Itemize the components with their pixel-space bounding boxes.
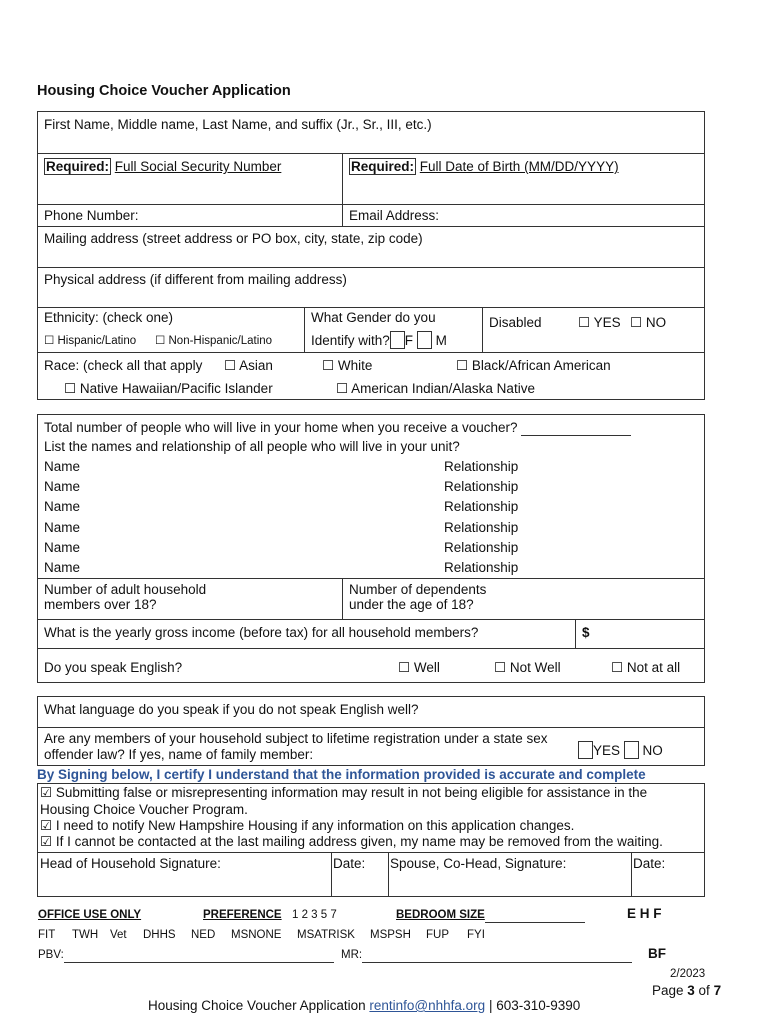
member-name-field[interactable]: Name — [44, 499, 81, 514]
dob-label: Full Date of Birth (MM/DD/YYYY) — [419, 159, 619, 174]
footer-email-link[interactable]: rentinfo@nhhfa.org — [369, 998, 486, 1013]
certify-heading: By Signing below, I certify I understand that the information provided is accurate and complete — [37, 767, 646, 782]
page-current: 3 — [687, 983, 695, 998]
ethnicity-hispanic-checkbox[interactable]: ☐ Hispanic/Latino — [44, 335, 137, 347]
office-code: TWH — [72, 929, 99, 941]
member-name-field[interactable]: Name — [44, 520, 81, 535]
race-nhpi-checkbox[interactable]: ☐ Native Hawaiian/Pacific Islander — [64, 381, 273, 396]
office-code: FUP — [426, 929, 449, 941]
dob-field[interactable] — [349, 159, 619, 175]
applicant-info-section — [37, 111, 705, 400]
member-relationship-field[interactable]: Relationship — [444, 479, 519, 494]
english-well-checkbox[interactable]: ☐ Well — [398, 660, 440, 675]
gender-m-checkbox[interactable] — [417, 331, 432, 349]
dependents-label-1: Number of dependents — [349, 582, 487, 597]
member-name-field[interactable]: Name — [44, 560, 81, 575]
member-relationship-field[interactable]: Relationship — [444, 520, 519, 535]
offender-no-label: NO — [642, 743, 663, 758]
page-of: of — [694, 983, 714, 998]
dob-required-tag: Required: — [351, 159, 415, 174]
name-field[interactable]: First Name, Middle name, Last Name, and suffix (Jr., Sr., III, etc.) — [44, 117, 432, 132]
member-relationship-field[interactable]: Relationship — [444, 459, 519, 474]
mr-field[interactable] — [341, 947, 632, 963]
hoh-signature-field[interactable]: Head of Household Signature: — [40, 856, 221, 871]
disabled-yes-checkbox[interactable]: ☐ YES — [578, 315, 621, 330]
hoh-date-field[interactable]: Date: — [333, 856, 366, 871]
language-field[interactable]: What language do you speak if you do not speak English well? — [44, 702, 419, 717]
ssn-label: Full Social Security Number — [114, 159, 282, 174]
phone-field[interactable]: Phone Number: — [44, 208, 139, 223]
preference-label: PREFERENCE — [203, 909, 282, 921]
gender-label: What Gender do you — [311, 310, 436, 325]
disabled-no-checkbox[interactable]: ☐ NO — [630, 315, 667, 330]
page-title: Housing Choice Voucher Application — [37, 83, 291, 99]
mailing-address-field[interactable]: Mailing address (street address or PO box, city, state, zip code) — [44, 231, 423, 246]
member-relationship-field[interactable]: Relationship — [444, 499, 519, 514]
member-name-field[interactable]: Name — [44, 479, 81, 494]
office-code: DHHS — [143, 929, 176, 941]
mr-label: MR: — [341, 949, 363, 961]
revision-date: 2/2023 — [670, 968, 706, 980]
ssn-required-tag: Required: — [46, 159, 110, 174]
physical-address-field[interactable]: Physical address (if different from mailing address) — [44, 272, 347, 287]
member-relationship-field[interactable]: Relationship — [444, 540, 519, 555]
list-names-label: List the names and relationship of all people who will live in your unit? — [44, 439, 460, 454]
pbv-label: PBV: — [38, 949, 64, 961]
race-asian-checkbox[interactable]: ☐ Asian — [224, 358, 273, 373]
office-code: FYI — [467, 929, 485, 941]
race-black-checkbox[interactable]: ☐ Black/African American — [456, 358, 611, 373]
office-use-label: OFFICE USE ONLY — [38, 909, 142, 921]
race-label: Race: (check all that apply — [44, 358, 203, 373]
office-code: MSATRISK — [297, 929, 355, 941]
member-relationship-field[interactable]: Relationship — [444, 560, 519, 575]
gender-options — [311, 331, 447, 349]
office-code: MSPSH — [370, 929, 411, 941]
page-prefix: Page — [652, 983, 688, 998]
english-notatall-checkbox[interactable]: ☐ Not at all — [611, 660, 681, 675]
ehf-codes: E H F — [627, 906, 662, 921]
english-notwell-checkbox[interactable]: ☐ Not Well — [494, 660, 561, 675]
offender-yes-checkbox[interactable] — [578, 741, 593, 759]
ssn-field[interactable] — [44, 159, 281, 175]
income-field[interactable]: $ — [582, 625, 590, 640]
office-code: NED — [191, 929, 216, 941]
gender-m-label: M — [435, 333, 447, 348]
offender-options — [578, 741, 663, 759]
page-number — [652, 983, 721, 999]
member-name-field[interactable]: Name — [44, 540, 81, 555]
disabled-label: Disabled — [489, 315, 542, 330]
gender-f-checkbox[interactable] — [390, 331, 405, 349]
statement-notify: ☑ I need to notify New Hampshire Housing if any information on this application changes. — [40, 818, 575, 833]
english-label: Do you speak English? — [44, 660, 183, 675]
offender-yes-label: YES — [593, 743, 621, 758]
footer-line — [148, 998, 580, 1014]
spouse-signature-field[interactable]: Spouse, Co-Head, Signature: — [390, 856, 567, 871]
page-total: 7 — [713, 983, 722, 998]
total-people-label: Total number of people who will live in your home when you receive a voucher? — [44, 420, 518, 435]
statement-false-info-cont: Housing Choice Voucher Program. — [40, 802, 248, 817]
adults-label-2: members over 18? — [44, 597, 157, 612]
race-white-checkbox[interactable]: ☐ White — [322, 358, 373, 373]
offender-label-1: Are any members of your household subject to lifetime registration under a state sex — [44, 731, 548, 746]
pbv-field[interactable] — [38, 947, 334, 963]
total-people-line — [521, 423, 631, 436]
bf-code: BF — [648, 946, 666, 961]
mr-line — [362, 951, 632, 963]
dependents-label-2: under the age of 18? — [349, 597, 474, 612]
offender-label-2: offender law? If yes, name of family member: — [44, 747, 314, 762]
income-label: What is the yearly gross income (before tax) for all household members? — [44, 625, 479, 640]
gender-f-label: F — [404, 333, 414, 348]
office-code: Vet — [110, 929, 127, 941]
offender-no-checkbox[interactable] — [624, 741, 639, 759]
footer-app-name: Housing Choice Voucher Application — [148, 998, 370, 1013]
total-people-field[interactable] — [44, 420, 631, 436]
adults-label-1: Number of adult household — [44, 582, 207, 597]
office-code: FIT — [38, 929, 56, 941]
bedroom-size-label: BEDROOM SIZE — [396, 909, 485, 921]
statement-false-info: ☑ Submitting false or misrepresenting information may result in not being eligible for assistance in the — [40, 785, 648, 800]
bedroom-size-line — [485, 911, 585, 923]
bedroom-size-field[interactable] — [396, 907, 585, 923]
gender-label-2: Identify with? — [311, 333, 390, 348]
office-code: MSNONE — [231, 929, 282, 941]
footer-phone: | 603-310-9390 — [485, 998, 581, 1013]
email-field[interactable]: Email Address: — [349, 208, 440, 223]
pbv-line — [64, 951, 334, 963]
race-aian-checkbox[interactable]: ☐ American Indian/Alaska Native — [336, 381, 535, 396]
ethnicity-nonhispanic-checkbox[interactable]: ☐ Non-Hispanic/Latino — [155, 335, 273, 347]
preference-numbers: 1 2 3 5 7 — [292, 909, 337, 921]
spouse-date-field[interactable]: Date: — [633, 856, 666, 871]
member-name-field[interactable]: Name — [44, 459, 81, 474]
ethnicity-label: Ethnicity: (check one) — [44, 310, 174, 325]
statement-contact: ☑ If I cannot be contacted at the last mailing address given, my name may be removed from the waiting. — [40, 834, 663, 849]
